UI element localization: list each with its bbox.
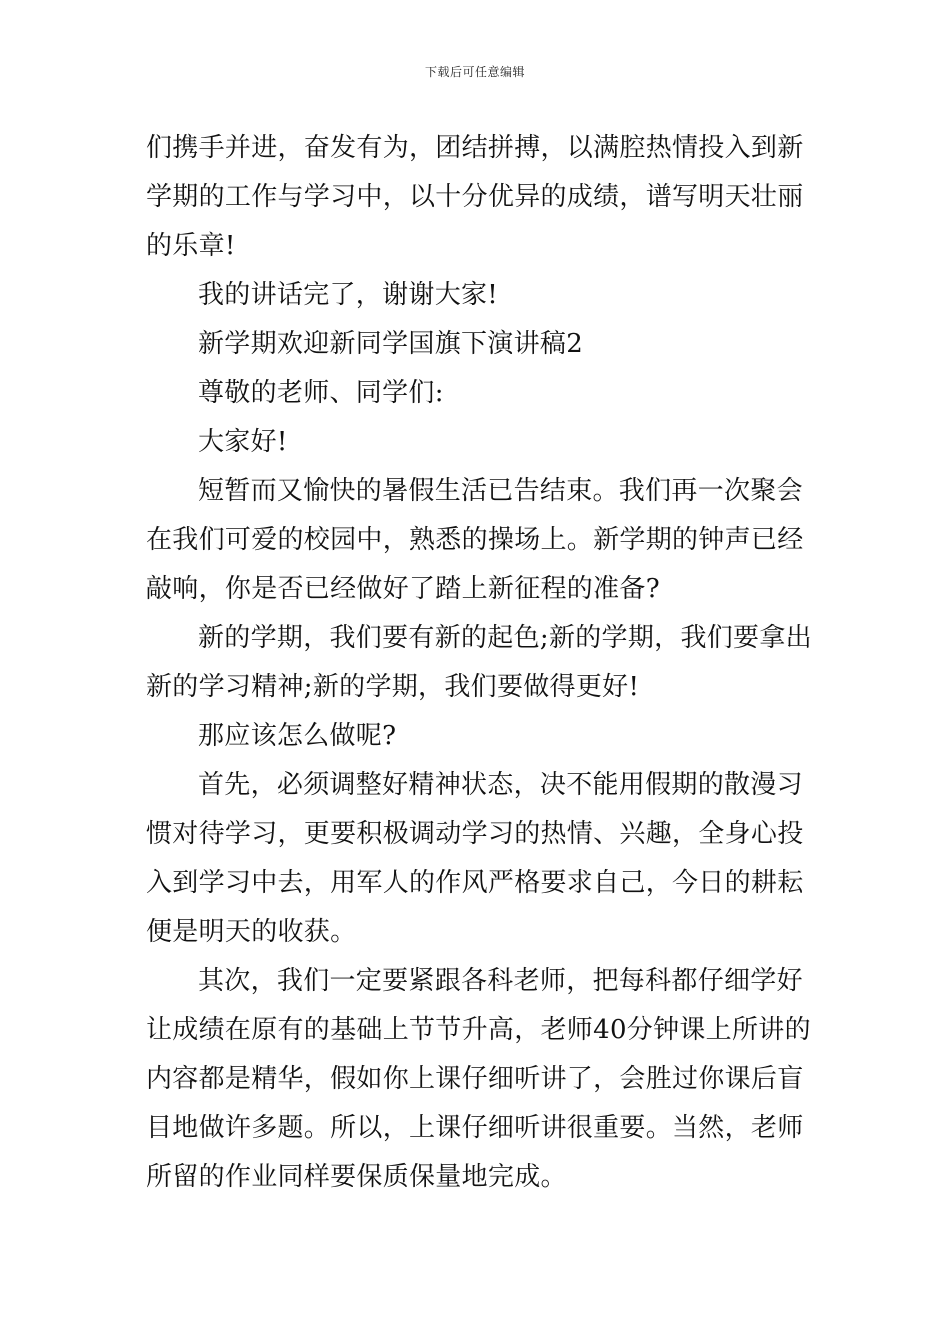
greeting: 大家好! [198, 427, 288, 457]
text-line: 敲响，你是否已经做好了踏上新征程的准备? [146, 574, 660, 604]
text-line: 短暂而又愉快的暑假生活已告结束。我们再一次聚会 [198, 476, 803, 506]
body-text [146, 124, 812, 1202]
salutation: 尊敬的老师、同学们: [198, 378, 444, 408]
text-line: 学期的工作与学习中，以十分优异的成绩，谱写明天壮丽 [146, 182, 804, 212]
text-line: 所留的作业同样要保质保量地完成。 [146, 1162, 567, 1192]
text-line: 便是明天的收获。 [146, 917, 357, 947]
text-line: 入到学习中去，用军人的作风严格要求自己，今日的耕耘 [146, 868, 804, 898]
text-line: 首先，必须调整好精神状态，决不能用假期的散漫习 [198, 770, 803, 800]
text-line: 惯对待学习，更要积极调动学习的热情、兴趣，全身心投 [146, 819, 804, 849]
text-line: 内容都是精华，假如你上课仔细听讲了，会胜过你课后盲 [146, 1064, 804, 1094]
text-line: 让成绩在原有的基础上节节升高，老师40分钟课上所讲的 [146, 1015, 811, 1045]
text-line: 的乐章! [146, 231, 236, 261]
text-line: 我的讲话完了，谢谢大家! [198, 280, 499, 310]
text-line: 新的学习精神;新的学期，我们要做得更好! [146, 672, 640, 702]
text-line: 其次，我们一定要紧跟各科老师，把每科都仔细学好 [198, 966, 803, 996]
section-title: 新学期欢迎新同学国旗下演讲稿2 [198, 329, 584, 359]
text-line: 那应该怎么做呢? [198, 721, 397, 751]
text-line: 目地做许多题。所以，上课仔细听讲很重要。当然，老师 [146, 1113, 804, 1143]
text-line: 在我们可爱的校园中，熟悉的操场上。新学期的钟声已经 [146, 525, 804, 555]
text-line: 新的学期，我们要有新的起色;新的学期，我们要拿出 [198, 623, 812, 653]
page-header: 下载后可任意编辑 [424, 65, 525, 79]
text-line: 们携手并进，奋发有为，团结拼搏，以满腔热情投入到新 [146, 133, 804, 163]
